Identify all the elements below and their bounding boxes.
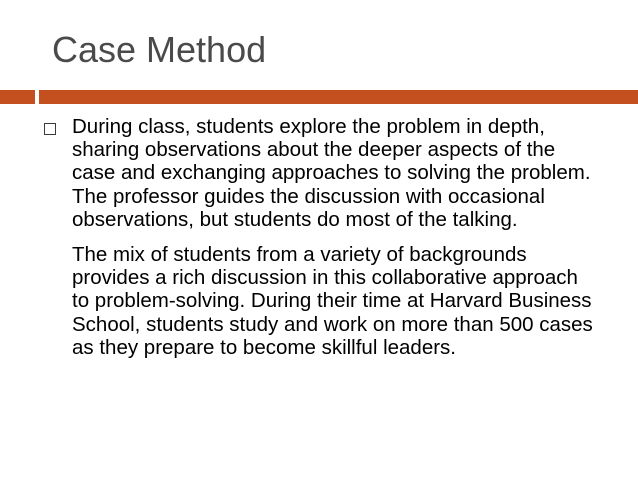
slide-title: Case Method xyxy=(52,29,267,70)
slide-body xyxy=(72,115,597,359)
body-paragraph-2: The mix of students from a variety of backgrounds provides a rich discussion in this collaborative approach to problem-solving. During their time at Harvard Business School, students study and work on more than 500 cases as they prepare to become skillful leaders. xyxy=(72,243,593,359)
square-bullet-icon xyxy=(44,123,56,135)
title-rule-left-segment xyxy=(0,90,35,104)
body-paragraph-1: During class, students explore the problem in depth, sharing observations about the deeper aspects of the case and exchanging approaches to solving the problem. The professor guides the discussion with occasional observations, but students do most of the talking. xyxy=(72,115,591,231)
title-rule-right-segment xyxy=(39,90,638,104)
